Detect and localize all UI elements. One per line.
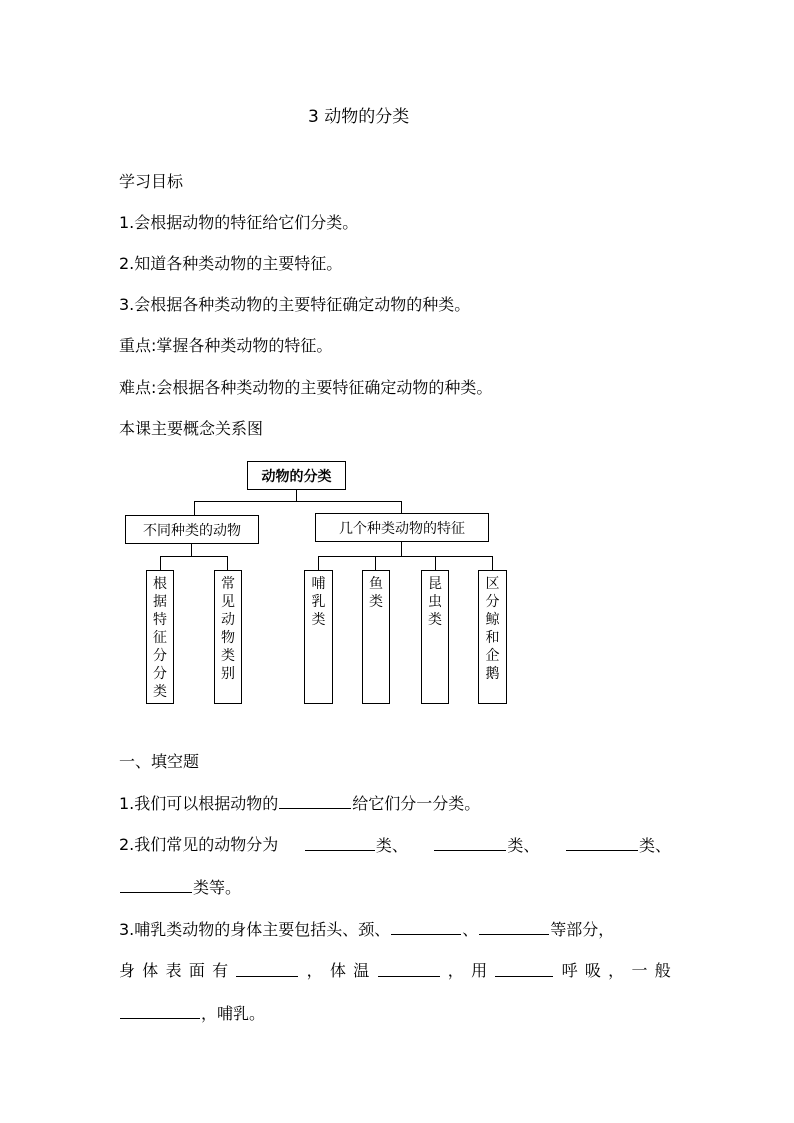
- leaf-char: 分: [153, 666, 167, 682]
- question-text: 体: [329, 961, 346, 980]
- question-text: 面: [188, 961, 205, 980]
- concept-leaf-box: [146, 570, 174, 704]
- leaf-char: 见: [221, 594, 235, 610]
- concept-leaf-box: [478, 570, 507, 704]
- connector-line: [401, 542, 402, 556]
- concept-leaf-box: [421, 570, 449, 704]
- answer-blank[interactable]: [378, 960, 440, 977]
- leaf-char: 征: [153, 630, 167, 646]
- leaf-char: 鱼: [369, 576, 383, 592]
- leaf-char: 哺: [311, 576, 326, 592]
- question-2-line-2: [119, 876, 241, 899]
- connector-line: [435, 556, 436, 570]
- objective-item: 3.会根据各种类动物的主要特征确定动物的种类。: [119, 295, 471, 314]
- concept-leaf-box: [362, 570, 390, 704]
- connector-line: [194, 501, 402, 502]
- answer-blank[interactable]: [495, 960, 553, 977]
- question-text: 类、: [638, 836, 671, 855]
- question-3-line-1: [119, 918, 614, 941]
- objective-item: 1.会根据动物的特征给它们分类。: [119, 213, 359, 232]
- question-3-line-3: [119, 1002, 265, 1025]
- question-text: 身: [119, 961, 136, 980]
- leaf-char: 据: [153, 594, 167, 610]
- question-text: 温: [353, 961, 370, 980]
- question-text: 有: [212, 961, 229, 980]
- concept-leaf-box: [214, 570, 242, 704]
- leaf-char: 分: [485, 594, 500, 610]
- connector-line: [194, 501, 195, 515]
- concept-root-box: 动物的分类: [247, 461, 346, 490]
- connector-line: [318, 556, 319, 570]
- question-text: 等部分，: [550, 920, 615, 939]
- leaf-char: 别: [221, 666, 235, 682]
- leaf-char: 动: [221, 612, 235, 628]
- leaf-char: 特: [153, 612, 167, 628]
- connector-line: [227, 556, 228, 570]
- leaf-char: 和: [485, 630, 500, 646]
- connector-line: [160, 556, 161, 570]
- question-text: 类、: [375, 836, 408, 855]
- question-text: 3.哺乳类动物的身体主要包括头、颈、: [119, 920, 391, 939]
- leaf-char: 类: [311, 612, 326, 628]
- question-2-line-1: [119, 834, 671, 857]
- concept-leaf-box: [304, 570, 333, 704]
- connector-line: [375, 556, 376, 570]
- connector-line: [318, 556, 493, 557]
- connector-line: [191, 544, 192, 556]
- leaf-char: 类: [221, 648, 235, 664]
- question-3-line-2: [119, 960, 671, 982]
- question-text: 类、: [507, 836, 540, 855]
- question-text: 表: [165, 961, 182, 980]
- leaf-char: 虫: [428, 594, 442, 610]
- leaf-char: 鹅: [485, 666, 500, 682]
- leaf-char: 根: [153, 576, 167, 592]
- leaf-char: 乳: [311, 594, 326, 610]
- question-text: ，: [447, 961, 464, 980]
- concept-map-heading: 本课主要概念关系图: [119, 419, 264, 438]
- leaf-char: 昆: [428, 576, 442, 592]
- answer-blank[interactable]: [566, 834, 638, 851]
- question-1: [119, 792, 480, 815]
- answer-blank[interactable]: [279, 792, 351, 809]
- question-text: 呼: [561, 961, 578, 980]
- question-text: 一: [631, 961, 648, 980]
- leaf-char: 常: [221, 576, 235, 592]
- objective-item: 2.知道各种类动物的主要特征。: [119, 254, 343, 273]
- exercise-heading: 一、填空题: [119, 752, 200, 771]
- question-text: ，: [306, 961, 323, 980]
- answer-blank[interactable]: [120, 1002, 200, 1019]
- leaf-char: 分: [153, 648, 167, 664]
- answer-blank[interactable]: [479, 918, 549, 935]
- answer-blank[interactable]: [391, 918, 461, 935]
- difficult-point: 难点:会根据各种类动物的主要特征确定动物的种类。: [119, 378, 493, 397]
- question-text: 、: [462, 920, 479, 939]
- question-text: 用: [471, 961, 488, 980]
- question-text: 1.我们可以根据动物的: [119, 794, 279, 813]
- answer-blank[interactable]: [236, 960, 298, 977]
- concept-right-box: 几个种类动物的特征: [315, 513, 489, 542]
- question-text: 给它们分一分类。: [352, 794, 481, 813]
- answer-blank[interactable]: [120, 876, 192, 893]
- question-text: 体: [142, 961, 159, 980]
- question-text: 2.我们常见的动物分为: [119, 835, 279, 854]
- page-title: 3 动物的分类: [308, 107, 410, 127]
- concept-left-box: 不同种类的动物: [125, 515, 259, 544]
- objectives-heading: 学习目标: [119, 172, 184, 191]
- key-point: 重点:掌握各种类动物的特征。: [119, 336, 333, 355]
- leaf-char: 物: [221, 630, 235, 646]
- connector-line: [492, 556, 493, 570]
- question-text: 吸: [584, 961, 601, 980]
- leaf-char: 类: [153, 684, 167, 700]
- leaf-char: 类: [369, 594, 383, 610]
- leaf-char: 鲸: [485, 612, 500, 628]
- answer-blank[interactable]: [434, 834, 506, 851]
- question-text: 般: [654, 961, 671, 980]
- connector-line: [160, 556, 228, 557]
- leaf-char: 类: [428, 612, 442, 628]
- answer-blank[interactable]: [305, 834, 375, 851]
- leaf-char: 企: [485, 648, 500, 664]
- question-text: ，: [608, 961, 625, 980]
- question-text: 类等。: [193, 878, 242, 897]
- leaf-char: 区: [485, 576, 500, 592]
- question-text: ，哺乳。: [201, 1004, 266, 1023]
